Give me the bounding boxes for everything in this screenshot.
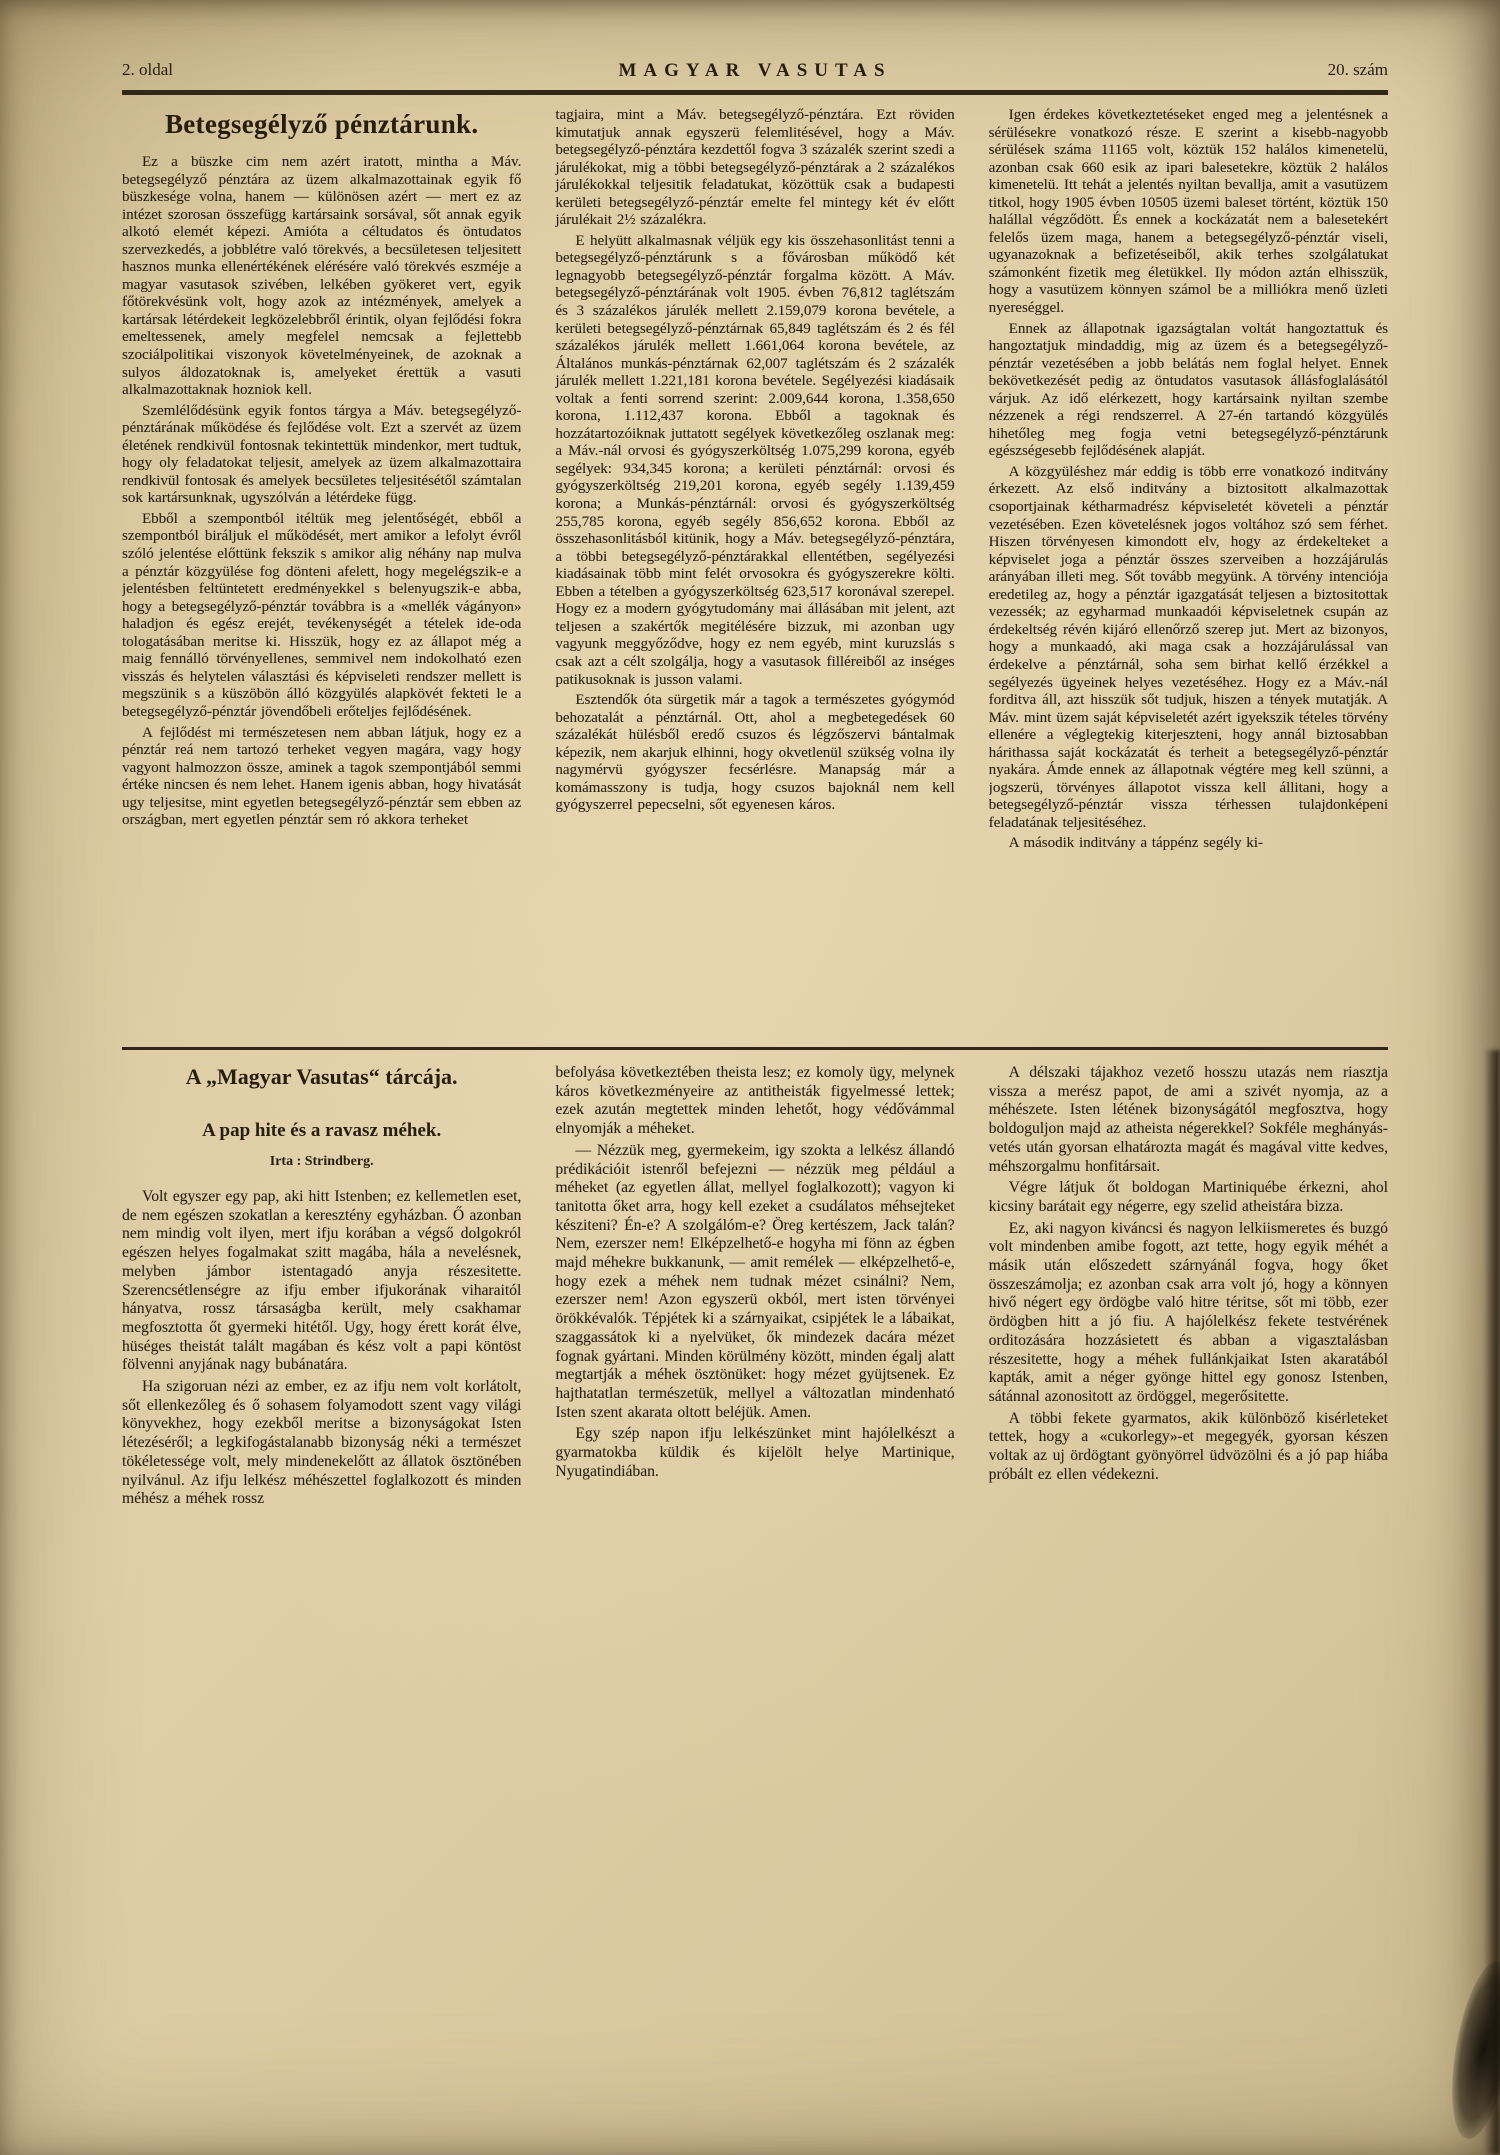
masthead-title: MAGYAR VASUTAS: [618, 60, 892, 81]
paragraph: A délszaki tájakhoz vezető hosszu utazás nem riasztja vissza a merész papot, de ami a szivét nyomja, az a méhészete. Isten létének bizonyságától megfosztva, hogy boldoguljon majd az atheista négerekkel? Sokféle meghányás-vetés után gyorsan elhatározta magát és magával vitte kedves, méhszorgalmu honfitársait.: [988, 1064, 1388, 1175]
paragraph: befolyása következtében theista lesz; ez komoly ügy, melynek káros következményeire az antitheisták figyelmessé lettek; ezek azután megtettek minden lehetőt, hogy védővámmal elnyomják a méheket.: [555, 1064, 955, 1138]
story-title: A pap hite és a ravasz méhek.: [202, 1120, 442, 1141]
paragraph: A többi fekete gyarmatos, akik különböző kisérleteket tettek, hogy a «cukorlegy»-et megegyék, gyorsan készen voltak az uj ördögtant gyönyörrel üdvözölni és a jó pap hiába próbált ez ellen védekezni.: [988, 1409, 1388, 1483]
scan-shadow-right: [1484, 1050, 1500, 2155]
paragraph: Ebből a szempontból itéltük meg jelentőségét, ebből a szempontból biráljuk el működését, mert amikor a lefolyt évről szóló jelentése előttünk fekszik s amikor alig néhány nap mulva a pénztár közgyülése fog dönteni afelett, hogy megelégszik-e a jelentésben feltüntetett eredményekkel s belenyugszik-e abba, hogy a betegsegélyző-pénztár továbbra is a «mellék vágányon» haladjon és egész erejét, tevékenységét a tételek ide-oda tologatásában meritse ki. Hisszük, hogy ez az állapot még a maig fennálló törvényellenes, semmivel nem indokolható ezen visszás és helytelen választási és képviseleti rendszer mellett is megszünik s a küszöbön álló közgyülés alapkövét fekteti le a betegsegélyző-pénztár jövendőbeli erőteljes fejlődésének.: [122, 510, 522, 720]
story-byline: Irta : Strindberg.: [269, 1154, 374, 1169]
ink-blob: [1441, 1957, 1500, 2144]
page-header: [122, 60, 1388, 84]
feuilleton-column-3-text: [989, 1064, 1388, 1484]
section-divider: [122, 1047, 1388, 1050]
feuilleton-column-1-text: [122, 1188, 521, 1509]
paragraph: A második inditvány a táppénz segély ki-: [1008, 835, 1263, 852]
paragraph: Ha szigoruan nézi az ember, ez az ifju nem volt korlátolt, sőt ellenkezőleg és ő sohasem folyamodott szent vagy világi könyvekhez, hogy ezekből meritse a bizonyságokat Isten létezéséről; a legkifogástalanabb bizonyság néki a természet tökéletessége volt, mely mindenekelőtt az állatok ösztönében nyilvánul. Az ifju lelkész méhészettel foglalkozott és minden méhész a méhek rossz: [122, 1378, 522, 1508]
paragraph: — Nézzük meg, gyermekeim, igy szokta a lelkész állandó prédikációit istenről befejezni — nézzük meg például a méheket (az egyetlen állat, mellyel foglalkozott); vagyon ki tanitotta őket arra, hogy kell ezeket a csudálatos méhsejteket késziteni? Én-e? A szolgálóm-e? Öreg kertészem, Jack talán? Nem, ezerszer nem! Elképzelhető-e hogyha mi fönn az égben majd méhekre bukkanunk, — amit remélek — elképzelhető-e, hogy ezek a méhek nem tudnak mézet csinálni? Nem, ezerszer nem! Azon egyszerü okból, mert isten törvényei örökkévalók. Tépjétek ki a szárnyaikat, csipjétek le a lábaikat, szaggassátok ki a nyelvüket, ők mindezek dacára mézet fognak gyártani. Minden körülmény között, minden égalj alatt megtartják a méhek ösztönüket: hogy mézet gyüjtsenek. Ez hajthatatlan természetük, mellyel a változatlan mindenható Isten szent akarata oltott beléjük. Amen.: [555, 1141, 955, 1421]
paragraph: A fejlődést mi természetesen nem abban látjuk, hogy ez a pénztár reá nem tartozó terheket vegyen magára, vagy hogy vagyont halmozzon össze, aminek a tagok szempontjából semmi értéke nincsen és nem lehet. Hanem igenis abban, hogy hivatását ugy teljesitse, mint egyetlen betegsegélyző-pénztár sem ebben az országban, mert egyetlen pénztár sem ró akkora terheket: [122, 724, 522, 829]
article-title: Betegsegélyző pénztárunk.: [164, 109, 479, 139]
article-column-1: [122, 107, 521, 1037]
feuilleton: [122, 1064, 1388, 2104]
paragraph: Ez a büszke cim nem azért iratott, mintha a Máv. betegsegélyző pénztára az üzem alkalmazottainak egyik fő büszkesége volna, hanem — különösen azért — mert ez az intézet szorosan összefügg kartársaink sorsával, sőt annak egyik alkotó elemét képezi. Amióta a céltudatos és öntudatos szervezkedés, a jobblétre való törekvés, a becsületesen teljesitett hasznos munka ellenértékének elérésére való törekvés eszméje a magyar vasutasok szivében, lelkében gyökeret vert, egyik főtörekvésünk volt, hogy azok az intézmények, amelyek a kartársak létérdekeit legközelebbről érintik, olyan fejlődési fokra emeltessenek, amely megfelel nemcsak a fejlettebb szociálpolitikai viszonyok követelményeinek, de azoknak a sulyos áldozatoknak is, amelyeket érettük a vasuti alkalmazottaknak hozniok kell.: [122, 154, 522, 399]
article-column-2-text: [555, 107, 954, 815]
page-number: 2. oldal: [122, 60, 173, 79]
paragraph: Igen érdekes következtetéseket enged meg a jelentésnek a sérülésekre vonatkozó része. E szerint a kisebb-nagyobb sérülések száma 11165 volt, köztük 152 halálos kimenetelü, azonban csak 660 esik az ipari balesetekre, köztük 2 halálos kimenetelü. Itt tehát a jelentés nyiltan bevallja, amit a vasutüzem titkol, hogy 1905 évben 10505 üzemi baleset történt, köztük 150 halállal végződött. És ennek a kockázatát nem a balesetekért felelős üzem maga, hanem a betegsegélyző-pénztár viseli, ugyanazoknak a befizetéseiből, akik terhes szolgálatukat számonként fizetik meg életükkel. Ily módon aztán elhisszük, hogy a vasutüzem könnyen számol be a milliókra menő üzleti nyereséggel.: [988, 107, 1388, 317]
main-article: [122, 107, 1388, 1037]
article-column-1-text: [122, 154, 521, 830]
article-column-3: [989, 107, 1388, 1037]
feuilleton-column-3: [989, 1064, 1388, 2104]
paragraph: Szemlélődésünk egyik fontos tárgya a Máv. betegsegélyző-pénztárának működése és fejlődése volt. Ezt a szervét az üzem életének rendkivül fontosnak tekintettük mindenkor, mert tudtuk, hogy oly feladatokat teljesit, amelyek az üzem alkalmazottaira rendkivül fontosak és amelyek becsületes teljesitésétől számtalan sok kartársunknak, ugyszólván a létérdeke függ.: [122, 402, 522, 507]
article-column-2: [555, 107, 954, 1037]
feuilleton-column-2: [555, 1064, 954, 2104]
issue-number: 20. szám: [1327, 60, 1388, 79]
paragraph: Ennek az állapotnak igazságtalan voltát hangoztattuk és hangoztatjuk mindaddig, mig az üzem és a betegsegélyző-pénztár vezetésében a jobb belátás nem foglal helyet. Ennek bekövetkezését pedig az öntudatos vasutasok állásfoglalásától várjuk. Az idő elérkezett, hogy kartársaink nyiltan szembe nézzenek a régi rendszerrel. A 27-én tartandó közgyülés hihetőleg meg fogja vetni betegsegélyző-pénztárunk egészségesebb fejlődésének alapját.: [988, 320, 1388, 460]
paragraph: Esztendők óta sürgetik már a tagok a természetes gyógymód behozatalát a pénztárnál. Ott, ahol a megbetegedések 60 százalékát hülésből eredő csuzos és légzőszervi bántalmak képezik, nem akarjuk elhinni, hogy okvetlenül szükség volna ily nagymérvü gyógyszer fecsérlésre. Manapság már a komámasszony is tudja, hogy csuzos bajoknál nem kell gyógyszerrel pepecselni, sőt egyenesen káros.: [555, 692, 955, 814]
article-column-3-text: [989, 107, 1388, 853]
paragraph: Ez, aki nagyon kiváncsi és nagyon lelkiismeretes és buzgó volt mindenben amibe fogott, azt tette, hogy egyik méhét a másik után előszedett szárnyánál fogva, hogy őket összeszámolja; ez azonban csak arra volt jó, hogy a könnyen hivő négert egy ördögbe való hitre téritse, sőt mi több, ezer ördögben hitt a jó fiu. A hajólelkész fekete testvérének orditozására hozzásietett és abban a vigasztalásban részesitette, hogy a méhek fullánkjaikat Isten akaratából kapták, amit a néger gyönge hittel egy gonosz Istenben, sátánnal azonositott az ördöggel, megerősitette.: [988, 1219, 1388, 1405]
paragraph: Egy szép napon ifju lelkészünket mint hajólelkészt a gyarmatokba küldik és kijelölt helye Martinique, Nyugatindiában.: [555, 1425, 955, 1480]
feuilleton-column-1: [122, 1064, 521, 2104]
paragraph: Végre látjuk őt boldogan Martiniquébe érkezni, ahol kicsiny barátait egy négerre, egy szelid atheistára bizza.: [988, 1179, 1388, 1215]
paragraph: tagjaira, mint a Máv. betegsegélyző-pénztára. Ezt röviden kimutatjuk annak egyszerü felemlitésével, hogy a Máv. betegsegélyző-pénztára kezdettől fogva 3 százalék szerint szedi a járulékokat, mig a többi betegsegélyző-pénztárak a 2 százalékos járulékokkal teljesitik feladatukat, közöttük csak a budapesti kerületi betegsegélyző-pénztár emelte fel mintegy két év előtt járulékait 2½ százalékra.: [555, 107, 955, 229]
feuilleton-column-2-text: [555, 1064, 954, 1481]
feuilleton-section-title: A „Magyar Vasutas“ tárcája.: [185, 1064, 458, 1089]
header-rule: [122, 90, 1388, 95]
paragraph: Volt egyszer egy pap, aki hitt Istenben; ez kellemetlen eset, de nem egészen szokatlan a keresztény egyházban. Ő azonban nem mindig volt ilyen, mert ifju korában a végső dolgokról egészen helyes fogalmakat szitt magába, hála a nevelésnek, melyben jámbor istentagadó anyja részesitette. Szerencsétlenségre az ifju ember ifjukorának viharaitól hányatva, rossz társaságba került, mely csakhamar megfosztotta őt gyermeki hitétől. Ugy, hogy érett korát élve, hüséges theistát talált magában és kész volt a papi köntöst fölvenni anyjának nagy bubánatára.: [122, 1188, 522, 1374]
paragraph: A közgyüléshez már eddig is több erre vonatkozó inditvány érkezett. Az első inditvány a biztositott alkalmazottak csoportjainak kétharmadrész képviseletét követeli a pénztár vezetésében. Ezen követelésnek jogos voltához szó sem férhet. Hiszen törvényesen kimondott elv, hogy az érdekelteket a képviselet joga a pénztár összes szerveiben a hozzájárulás arányában illeti meg. Sőt tovább megyünk. A törvény intenciója eredetileg az, hogy a pénztár igazgatását teljesen a biztositottak vezessék; az egyharmad munkaadói képviseletnek csupán az érdekeltség révén kijáró ellenőrző szerep jut. Mert az bizonyos, hogy a munkaadó, aki maga csak a hozzájárulással van érdekelve a pénztárnál, soha sem birhat kellő érzékkel a segélyezés ügyeinek helyes vezetéséhez. Hogy ez a Máv.-nál forditva áll, azt hisszük sőt tudjuk, hiszen a tények mutatják. A Máv. mint üzem saját képviseletét azért igyekszik tételes törvény ellenére a véglegtekig kiterjeszteni, hogy annál biztosabban hárithassa saját kockázatát és terheit a betegsegélyző-pénztár nyakára. Ámde ennek az állapotnak végtére meg kell szünni, a jogszerü, törvényes állapotot vissza kell állitani, hogy a betegsegélyző-pénztár vissza térhessen tulajdonképeni feladatának teljesitéséhez.: [988, 463, 1388, 831]
paragraph: E helyütt alkalmasnak véljük egy kis összehasonlitást tenni a betegsegélyző-pénztárunk s a fővárosban működő két legnagyobb betegsegélyző-pénztár forgalma között. A Máv. betegsegélyző-pénztárának volt 1905. évben 76,812 taglétszám és 3 százalékos járulék mellett 2.159,079 korona bevétele, a kerületi betegsegélyző-pénztárnak 65,849 taglétszám és 2 és fél százalékos járulék mellett 1.661,064 korona bevétele, az Általános munkás-pénztárnak 62,007 taglétszám és 2 százalék járulék mellett 1.221,181 korona bevétele. Segélyezési kiadásaik voltak a fenti sorrend szerint: 2.009,644 korona, 1.358,650 korona, 1.112,437 korona. Ebből a tagoknak és hozzátartozóiknak juttatott segélyek következőleg oszlanak meg: a Máv.-nál orvosi és gyógyszerköltség 1.075,299 korona, egyéb segélyek: 934,345 korona; a kerületi pénztárnál: orvosi és gyógyszerköltség 219,201 korona, egyéb segély 1.139,459 korona; a Munkás-pénztárnál: orvosi és gyógyszerköltség 255,785 korona, egyéb segély 856,652 korona. Ebből az összehasonlitásból kitünik, hogy a Máv. betegsegélyző-pénztára, a többi betegsegélyző-pénztárakkal ellentétben, segélyezési kiadásainak több mint felét orvosokra és gyógyszerekre költi. Ebben a tételben a gyógyszerköltség 623,517 koronával szerepel. Hogy ez a modern gyógytudomány mai állásában mit jelent, azt teljesen a szakértők megitélésére bizzuk, mi azonban ugy vagyunk meggyőződve, hogy ez nem egyéb, mint kuruzslás s csak azt a célt szolgálja, hogy a vasutasok filléreiből az inséges patikusoknak is jusson valami.: [555, 232, 955, 688]
